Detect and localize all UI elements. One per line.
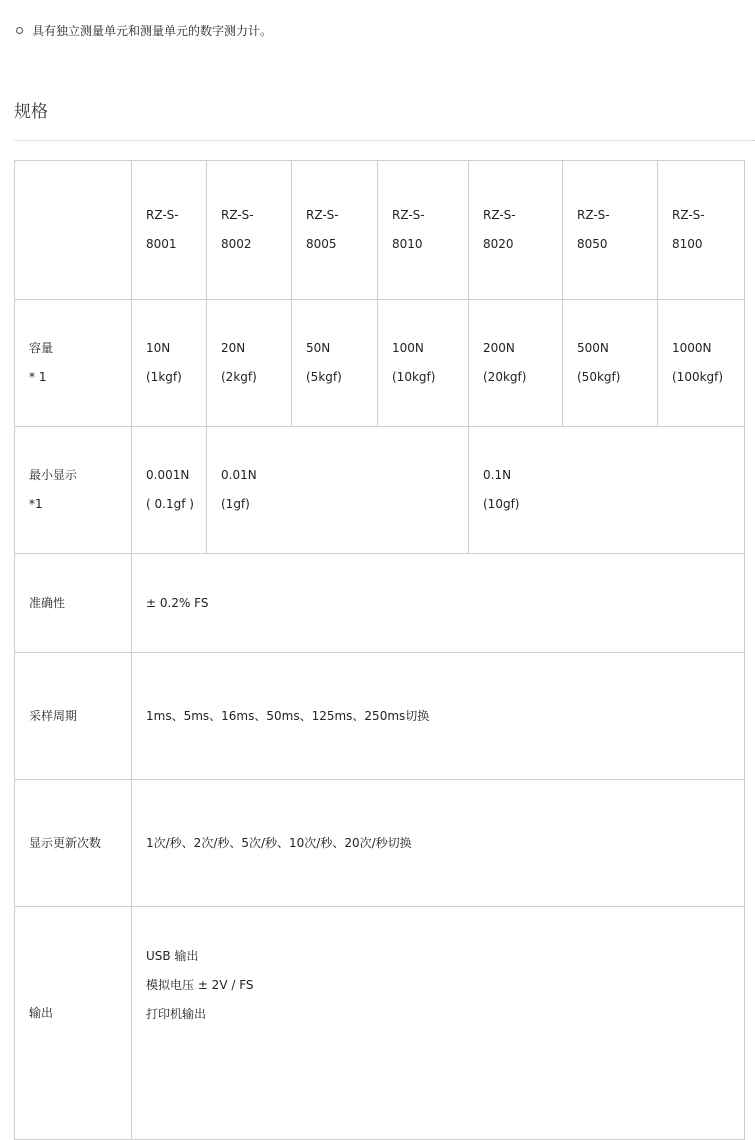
min-display-cell: 0.001N ( 0.1gf ) <box>132 427 207 554</box>
min-display-cell: 0.01N (1gf) <box>207 427 469 554</box>
spec-table <box>14 160 745 1140</box>
table-row-sampling <box>15 653 745 780</box>
table-row-capacity <box>15 300 745 427</box>
capacity-cell: 500N (50kgf) <box>563 300 658 427</box>
output-item: 打印机输出 <box>146 1007 207 1021</box>
capacity-cell: 1000N (100kgf) <box>658 300 745 427</box>
capacity-cell: 50N (5kgf) <box>292 300 378 427</box>
model-cell: RZ-S- 8002 <box>207 161 292 300</box>
capacity-cell: 200N (20kgf) <box>469 300 563 427</box>
output-values <box>132 907 745 1140</box>
table-row-update-rate <box>15 780 745 907</box>
sampling-value: 1ms、5ms、16ms、50ms、125ms、250ms切换 <box>132 653 745 780</box>
capacity-cell: 100N (10kgf) <box>378 300 469 427</box>
capacity-cell: 20N (2kgf) <box>207 300 292 427</box>
row-label-accuracy: 准确性 <box>15 554 132 653</box>
table-row-min-display <box>15 427 745 554</box>
output-item: 模拟电压 ± 2V / FS <box>146 978 254 992</box>
model-cell: RZ-S- 8020 <box>469 161 563 300</box>
row-label-output: 输出 <box>15 907 132 1140</box>
table-row-models <box>15 161 745 300</box>
intro-text: 具有独立测量单元和测量单元的数字测力计。 <box>32 24 273 38</box>
model-cell: RZ-S- 8100 <box>658 161 745 300</box>
row-label-sampling: 采样周期 <box>15 653 132 780</box>
accuracy-value: ± 0.2% FS <box>132 554 745 653</box>
table-row-accuracy <box>15 554 745 653</box>
corner-cell <box>15 161 132 300</box>
model-cell: RZ-S- 8001 <box>132 161 207 300</box>
model-cell: RZ-S- 8005 <box>292 161 378 300</box>
intro-line <box>16 22 272 40</box>
output-item: USB 输出 <box>146 949 199 963</box>
model-cell: RZ-S- 8050 <box>563 161 658 300</box>
update-rate-value: 1次/秒、2次/秒、5次/秒、10次/秒、20次/秒切换 <box>132 780 745 907</box>
bullet-icon <box>16 27 23 34</box>
section-divider <box>14 140 755 141</box>
row-label-capacity: 容量 * 1 <box>15 300 132 427</box>
row-label-min-display: 最小显示 *1 <box>15 427 132 554</box>
model-cell: RZ-S- 8010 <box>378 161 469 300</box>
min-display-cell: 0.1N (10gf) <box>469 427 745 554</box>
row-label-update-rate: 显示更新次数 <box>15 780 132 907</box>
table-row-output <box>15 907 745 1140</box>
section-title: 规格 <box>14 102 48 122</box>
capacity-cell: 10N (1kgf) <box>132 300 207 427</box>
